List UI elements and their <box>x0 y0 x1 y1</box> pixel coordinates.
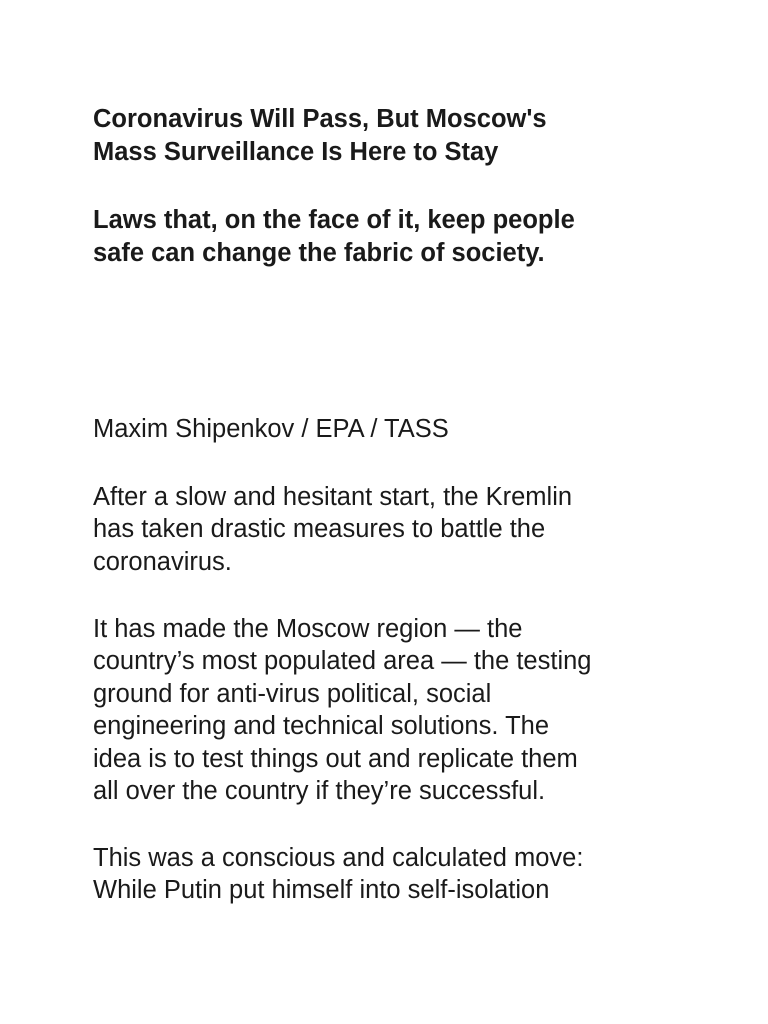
paragraph-line: It has made the Moscow region — the <box>93 615 523 643</box>
body-paragraph <box>93 613 703 807</box>
article-subtitle-line: Laws that, on the face of it, keep people <box>93 206 575 234</box>
paragraph-line: This was a conscious and calculated move: <box>93 844 584 872</box>
paragraph-line: all over the country if they’re successful. <box>93 777 546 806</box>
photo-credit: Maxim Shipenkov / EPA / TASS <box>93 415 449 443</box>
paragraph-line: ground for anti-virus political, social <box>93 679 492 708</box>
article-title <box>93 103 693 169</box>
paragraph-line: engineering and technical solutions. The <box>93 712 550 741</box>
paragraph-line: After a slow and hesitant start, the Kremlin <box>93 483 573 511</box>
article-subtitle <box>93 204 693 270</box>
article-title-line: Mass Surveillance Is Here to Stay <box>93 138 499 166</box>
paragraph-line: country’s most populated area — the testing <box>93 647 592 676</box>
article-title-line: Coronavirus Will Pass, But Moscow's <box>93 105 547 133</box>
paragraph-line: idea is to test things out and replicate them <box>93 744 578 773</box>
article-subtitle-line: safe can change the fabric of society. <box>93 239 545 267</box>
paragraph-line: While Putin put himself into self-isolation <box>93 876 550 905</box>
body-paragraph <box>93 842 703 907</box>
paragraph-line: has taken drastic measures to battle the <box>93 515 546 544</box>
body-paragraph <box>93 481 703 578</box>
paragraph-line: coronavirus. <box>93 547 232 576</box>
